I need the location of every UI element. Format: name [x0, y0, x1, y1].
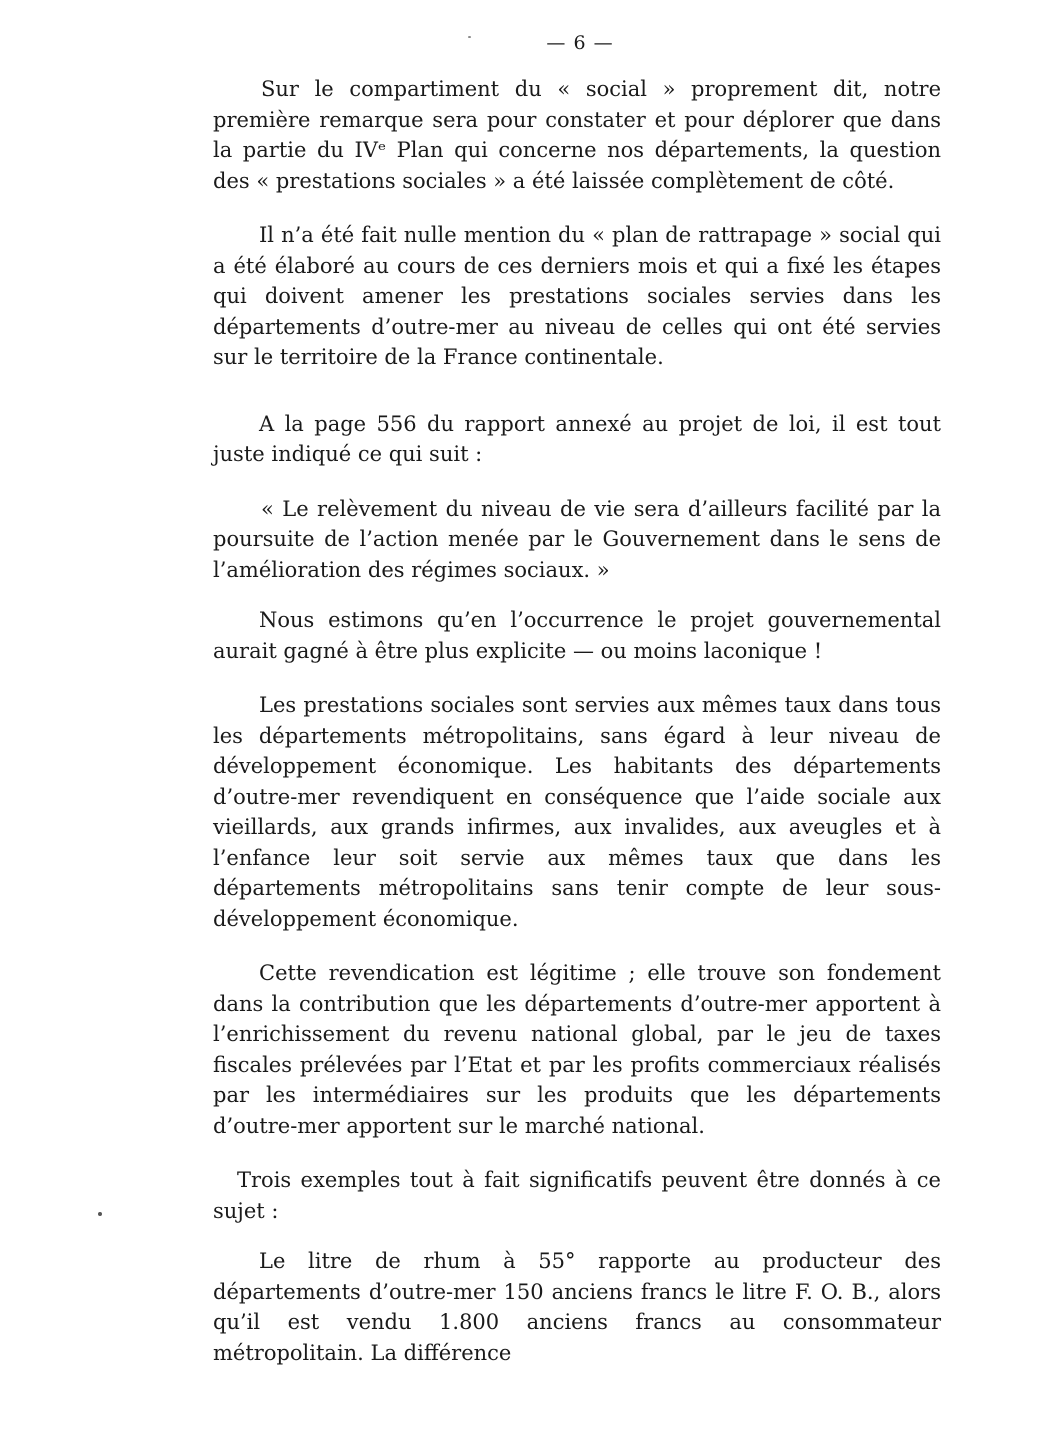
page-number: — 6 —	[546, 32, 614, 54]
paragraph-page-556: A la page 556 du rapport annexé au projet de loi, il est tout juste indiqué ce qui suit :	[213, 411, 941, 466]
body-text	[213, 74, 941, 1368]
paragraph-rattrapage-plan: Il n’a été fait nulle mention du « plan de rattrapage » social qui a été élaboré au cours de ces derniers mois et qui a fixé les étapes qui doivent amener les prestations sociales servies dans les départements d’outre-mer au niveau de celles qui ont été servies sur le territoire de la France continentale.	[213, 223, 941, 369]
paragraph-three-examples: Trois exemples tout à fait significatifs peuvent être donnés à ce sujet :	[213, 1168, 941, 1223]
paragraph-social-benefits: Les prestations sociales sont servies aux mêmes taux dans tous les départements métropolitains, sans égard à leur niveau de développement économique. Les habitants des départements d’outre-mer revendiquent en conséquence que l’aide sociale aux vieillards, aux grands infirmes, aux invalides, aux aveugles et à l’enfance leur soit servie aux mêmes taux que dans les départements métropolitains sans tenir compte de leur sous-développement économique.	[213, 693, 941, 931]
scan-speck	[98, 1212, 102, 1216]
paragraph-social-compartment: Sur le compartiment du « social » proprement dit, notre première remarque sera pour constater et pour déplorer que dans la partie du IVᵉ Plan qui concerne nos départements, la question des « prestations sociales » a été laissée complètement de côté.	[213, 77, 941, 193]
paragraph-quotation: « Le relèvement du niveau de vie sera d’ailleurs facilité par la poursuite de l’action menée par le Gouvernement dans le sens de l’amélioration des régimes sociaux. »	[213, 496, 941, 582]
scan-speck	[468, 36, 471, 38]
paragraph-rum-example: Le litre de rhum à 55° rapporte au producteur des départements d’outre-mer 150 anciens francs le litre F. O. B., alors qu’il est vendu 1.800 anciens francs au consommateur métropolitain. La différence	[213, 1249, 941, 1365]
paragraph-legitimate-claim: Cette revendication est légitime ; elle trouve son fondement dans la contribution que les départements d’outre-mer apportent à l’enrichissement du revenu national global, par le jeu de taxes fiscales prélevées par l’Etat et par les profits commerciaux réalisés par les intermédiaires sur les produits que les départements d’outre-mer apportent sur le marché national.	[213, 961, 941, 1138]
paragraph-government-project: Nous estimons qu’en l’occurrence le projet gouvernemental aurait gagné à être plus explicite — ou moins laconique !	[213, 608, 941, 663]
